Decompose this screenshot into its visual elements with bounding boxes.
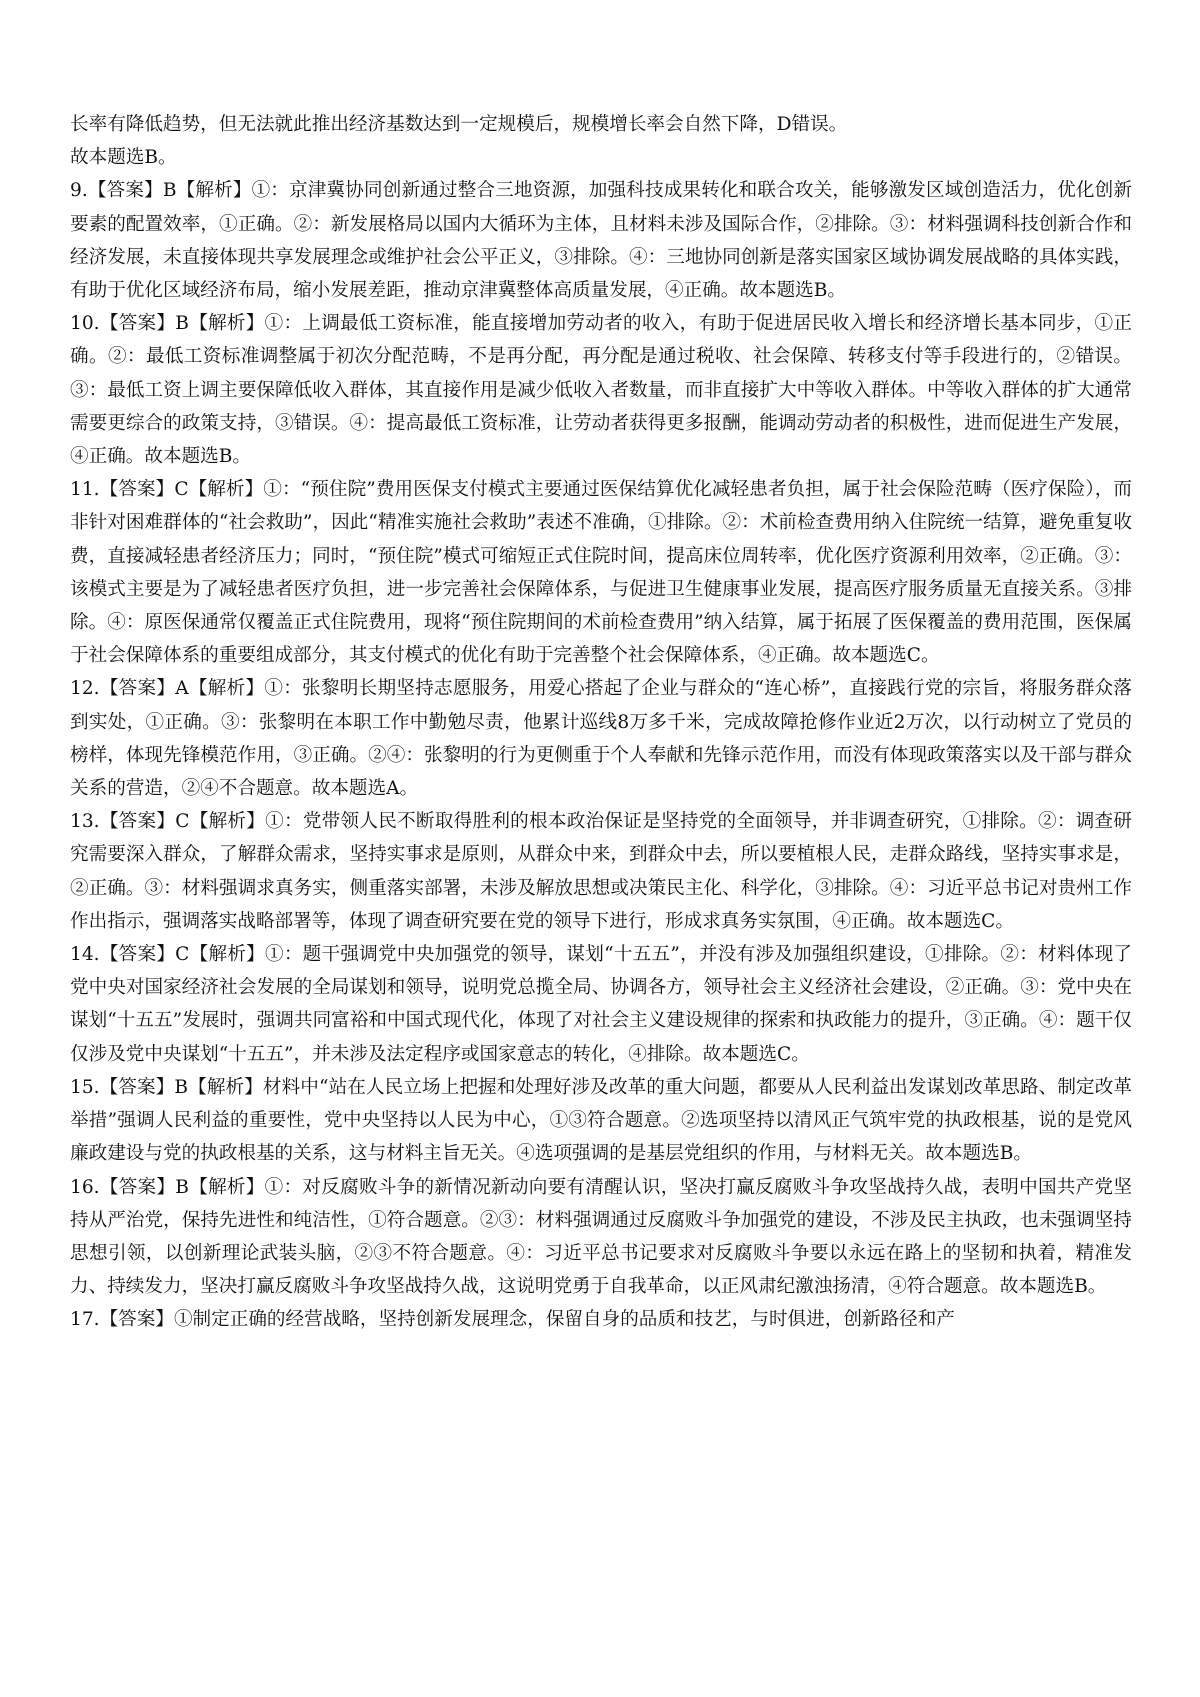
paragraph-question-16: 16.【答案】B【解析】①：对反腐败斗争的新情况新动向要有清醒认识，坚决打赢反腐败斗争攻坚战持久战，表明中国共产党坚持从严治党，保持先进性和纯洁性，①符合题意。②③：材料强调通过反腐败斗争加强党的建设，不涉及民主执政，也未强调坚持思想引领，以创新理论武装头脑，②③不符合题意。④：习近平总书记要求对反腐败斗争要以永远在路上的坚韧和执着，精准发力、持续发力，坚决打赢反腐败斗争攻坚战持久战，这说明党勇于自我革命，以正风肃纪激浊扬清，④符合题意。故本题选B。 xyxy=(70,1176,1132,1298)
paragraph-continuation: 长率有降低趋势，但无法就此推出经济基数达到一定规模后，规模增长率会自然下降，D错误。 xyxy=(70,114,848,135)
paragraph-question-12: 12.【答案】A【解析】①：张黎明长期坚持志愿服务，用爱心搭起了企业与群众的“连心桥”，直接践行党的宗旨，将服务群众落到实处，①正确。③：张黎明在本职工作中勤勉尽责，他累计巡线8万多千米，完成故障抢修作业近2万次，以行动树立了党员的榜样，体现先锋模范作用，③正确。②④：张黎明的行为更侧重于个人奉献和先锋示范作用，而没有体现政策落实以及干部与群众关系的营造，②④不合题意。故本题选A。 xyxy=(70,678,1132,800)
paragraph-question-15: 15.【答案】B【解析】材料中“站在人民立场上把握和处理好涉及改革的重大问题，都要从人民利益出发谋划改革思路、制定改革举措”强调人民利益的重要性，党中央坚持以人民为中心，①③符合题意。②选项坚持以清风正气筑牢党的执政根基，说的是党风廉政建设与党的执政根基的关系，这与材料主旨无关。④选项强调的是基层党组织的作用，与材料无关。故本题选B。 xyxy=(70,1076,1132,1165)
paragraph-question-11: 11.【答案】C【解析】①：“预住院”费用医保支付模式主要通过医保结算优化减轻患者负担，属于社会保险范畴（医疗保险），而非针对困难群体的“社会救助”，因此“精准实施社会救助”表述不准确，①排除。②：术前检查费用纳入住院统一结算，避免重复收费，直接减轻患者经济压力；同时，“预住院”模式可缩短正式住院时间，提高床位周转率，优化医疗资源利用效率，②正确。③：该模式主要是为了减轻患者医疗负担，进一步完善社会保障体系，与促进卫生健康事业发展，提高医疗服务质量无直接关系。③排除。④：原医保通常仅覆盖正式住院费用，现将“预住院期间的术前检查费用”纳入结算，属于拓展了医保覆盖的费用范围，医保属于社会保障体系的重要组成部分，其支付模式的优化有助于完善整个社会保障体系，④正确。故本题选C。 xyxy=(70,479,1132,667)
paragraph-question-10: 10.【答案】B【解析】①：上调最低工资标准，能直接增加劳动者的收入，有助于促进居民收入增长和经济增长基本同步，①正确。②：最低工资标准调整属于初次分配范畴，不是再分配，再分配是通过税收、社会保障、转移支付等手段进行的，②错误。③：最低工资上调主要保障低收入群体，其直接作用是减少低收入者数量，而非直接扩大中等收入群体。中等收入群体的扩大通常需要更综合的政策支持，③错误。④：提高最低工资标准，让劳动者获得更多报酬，能调动劳动者的积极性，进而促进生产发展，④正确。故本题选B。 xyxy=(70,313,1132,468)
paragraph-conclusion-8: 故本题选B。 xyxy=(70,147,177,169)
paragraph-question-14: 14.【答案】C【解析】①：题干强调党中央加强党的领导，谋划“十五五”，并没有涉及加强组织建设，①排除。②：材料体现了党中央对国家经济社会发展的全局谋划和领导，说明党总揽全局、协调各方，领导社会主义经济社会建设，②正确。③：党中央在谋划“十五五”发展时，强调共同富裕和中国式现代化，体现了对社会主义建设规律的探索和执政能力的提升，③正确。④：题干仅仅涉及党中央谋划“十五五”，并未涉及法定程序或国家意志的转化，④排除。故本题选C。 xyxy=(70,944,1132,1065)
paragraph-question-17: 17.【答案】①制定正确的经营战略，坚持创新发展理念，保留自身的品质和技艺，与时俱进，创新路径和产 xyxy=(70,1309,955,1331)
paragraph-question-9: 9.【答案】B【解析】①：京津冀协同创新通过整合三地资源，加强科技成果转化和联合攻关，能够激发区域创造活力，优化创新要素的配置效率，①正确。②：新发展格局以国内大循环为主体，且材料未涉及国际合作，②排除。③：材料强调科技创新合作和经济发展，未直接体现共享发展理念或维护社会公平正义，③排除。④：三地协同创新是落实国家区域协调发展战略的具体实践，有助于优化区域经济布局，缩小发展差距，推动京津冀整体高质量发展，④正确。故本题选B。 xyxy=(70,180,1132,302)
answer-explanation-page xyxy=(70,108,1132,1337)
paragraph-question-13: 13.【答案】C【解析】①：党带领人民不断取得胜利的根本政治保证是坚持党的全面领导，并非调查研究，①排除。②：调查研究需要深入群众，了解群众需求，坚持实事求是原则，从群众中来，到群众中去，所以要植根人民，走群众路线，坚持实事求是，②正确。③：材料强调求真务实，侧重落实部署，未涉及解放思想或决策民主化、科学化，③排除。④：习近平总书记对贵州工作作出指示，强调落实战略部署等，体现了调查研究要在党的领导下进行，形成求真务实氛围，④正确。故本题选C。 xyxy=(70,811,1132,932)
